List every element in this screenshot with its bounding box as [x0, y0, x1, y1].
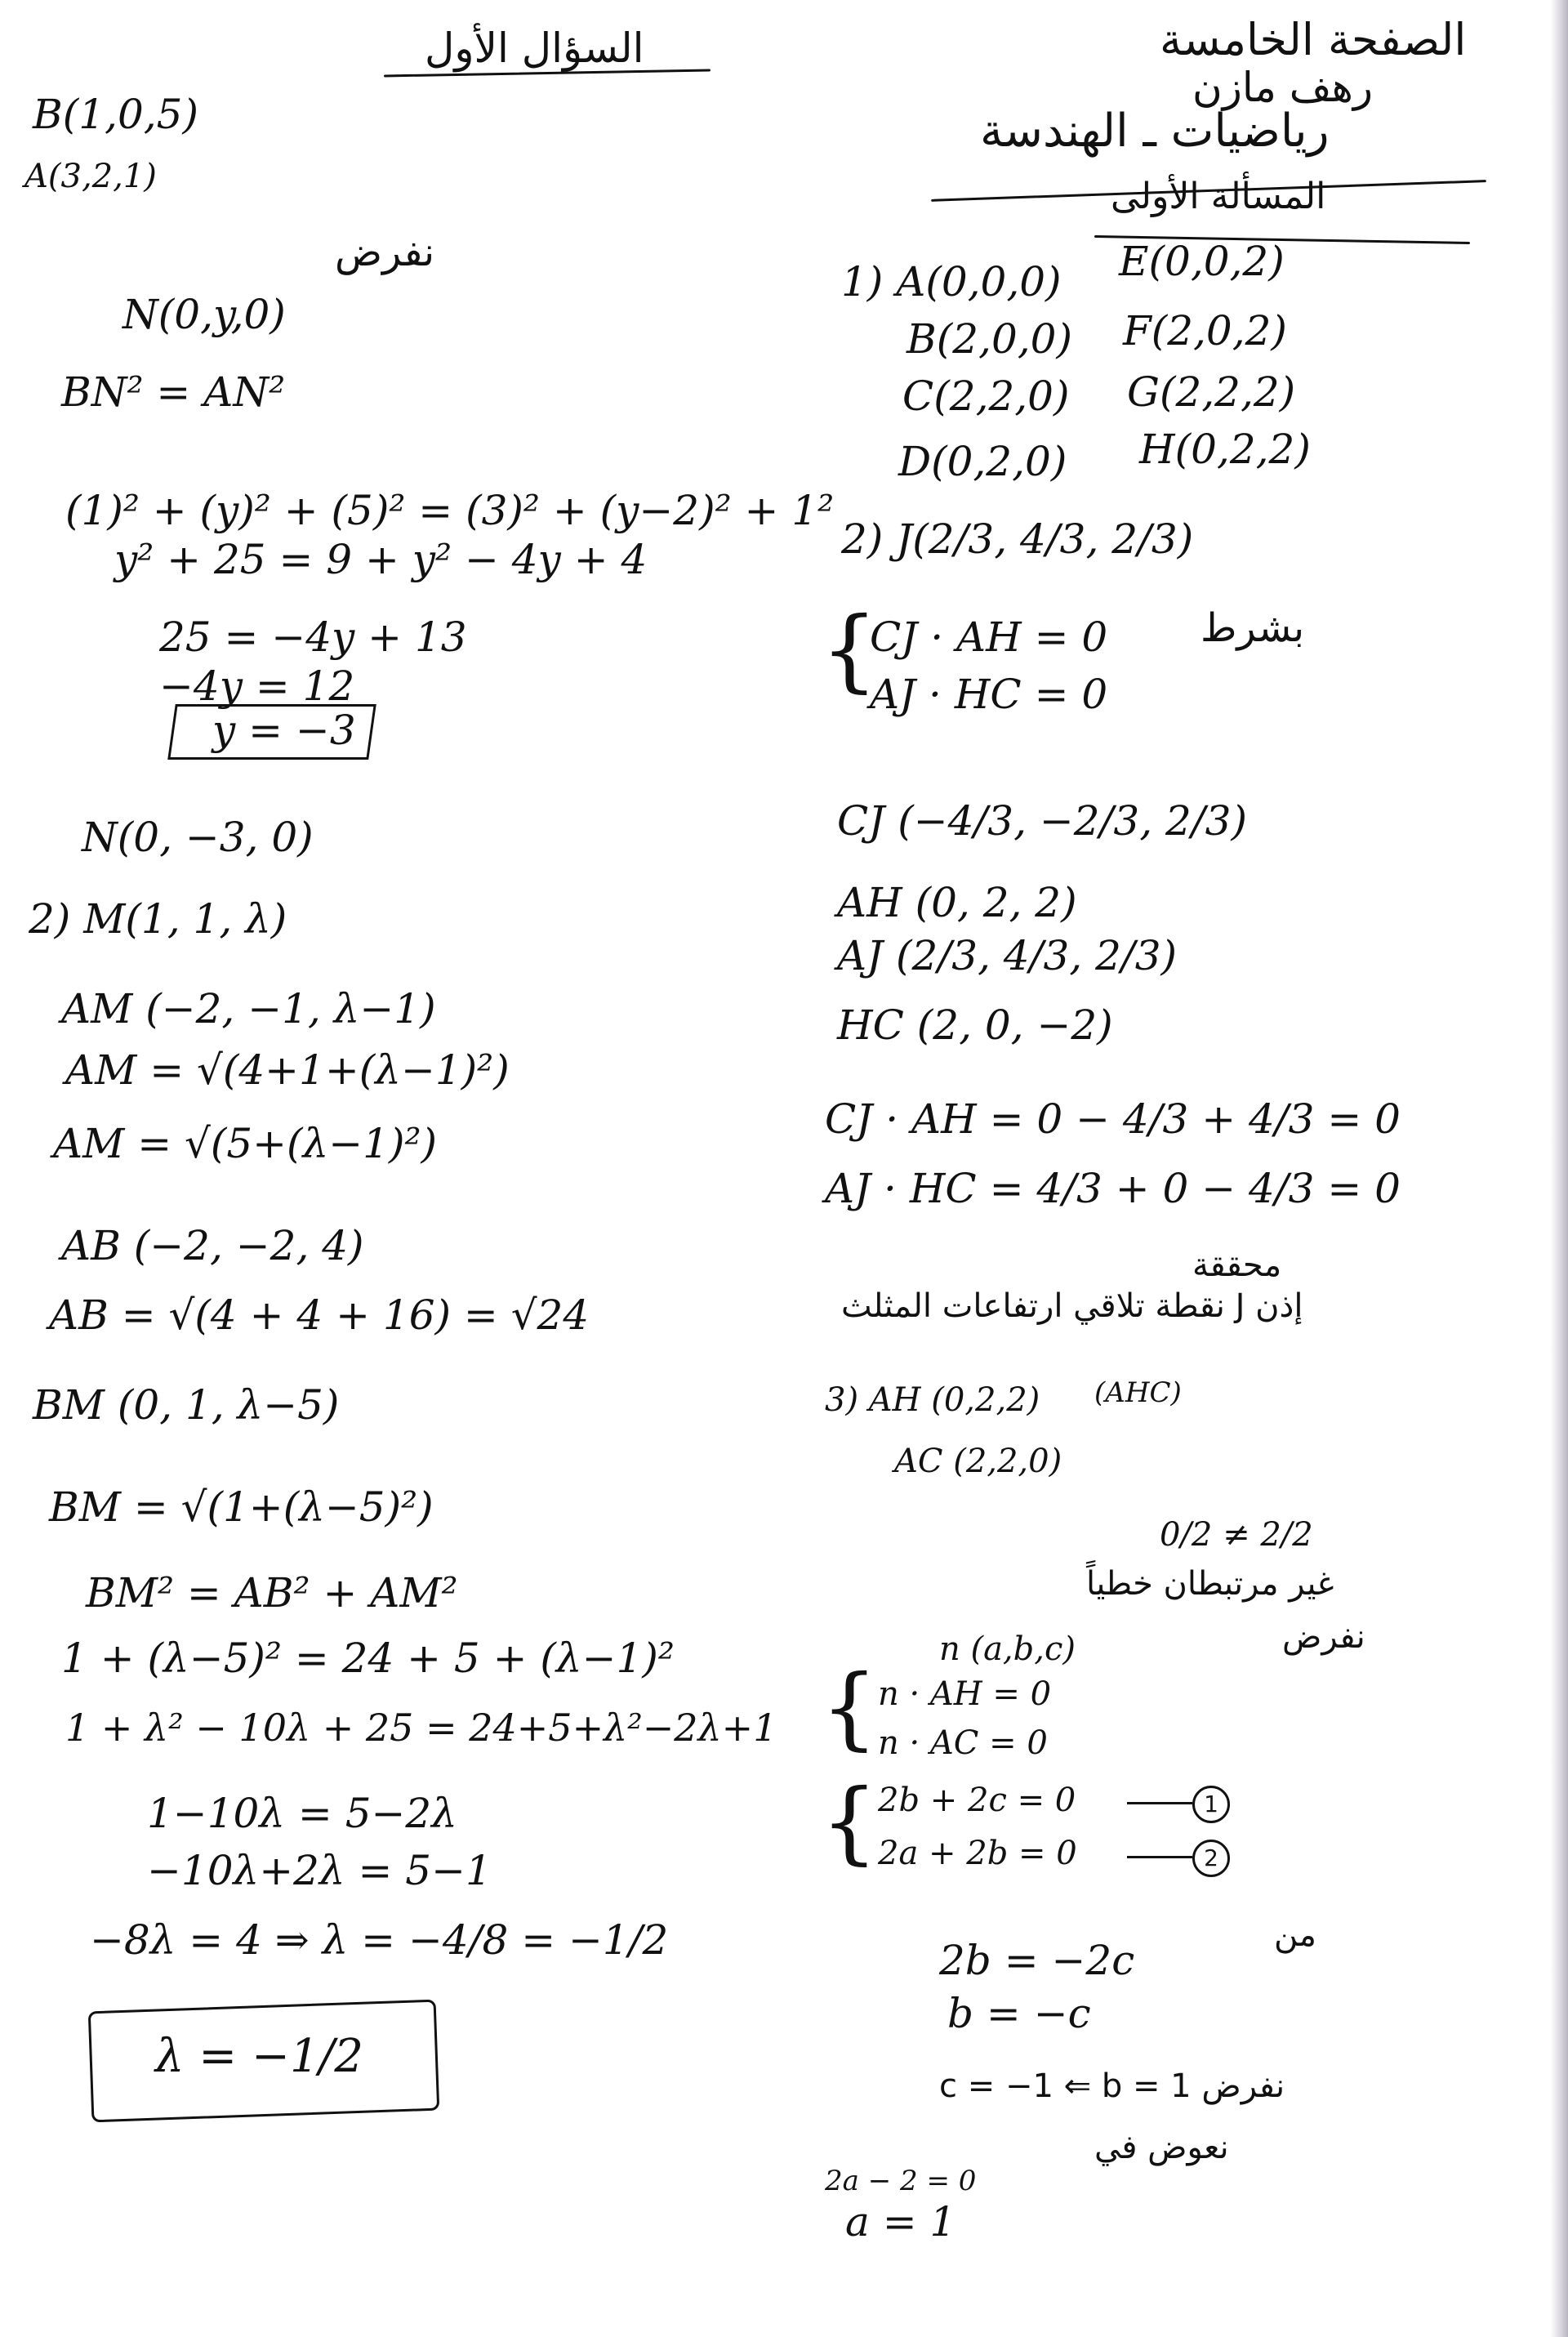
header-title-line2: رهف مازن — [1192, 64, 1374, 111]
left-line: (1)² + (y)² + (5)² = (3)² + (y−2)² + 1² — [65, 487, 835, 534]
point-h: H(0,2,2) — [1139, 426, 1311, 473]
left-line: AB (−2, −2, 4) — [61, 1222, 364, 1269]
vector-hc: HC (2, 0, −2) — [837, 1001, 1113, 1049]
left-note-let: نفرض — [335, 230, 435, 275]
point-c: C(2,2,0) — [902, 372, 1070, 420]
left-line: −4y = 12 — [159, 662, 355, 710]
header-title-line1: الصفحة الخامسة — [1160, 14, 1467, 65]
eq1-leader-line — [1127, 1802, 1192, 1804]
left-line: BN² = AN² — [61, 368, 286, 416]
conclusion-note: إذن J نقطة تلاقي ارتفاعات المثلث — [841, 1287, 1303, 1325]
step-3: 2a − 2 = 0 — [825, 2165, 977, 2197]
point-f: F(2,0,2) — [1123, 307, 1287, 355]
page-edge-shadow — [1550, 0, 1568, 2337]
boxed-answer-lambda: λ = −1/2 — [155, 2030, 364, 2083]
left-line: 25 = −4y + 13 — [159, 613, 467, 661]
system-brace: { — [821, 1769, 878, 1874]
let-note: نفرض — [1282, 1618, 1365, 1656]
given-b: B(1,0,5) — [33, 91, 198, 138]
part3-ac: AC (2,2,0) — [894, 1443, 1062, 1480]
system-eq-1: 2b + 2c = 0 — [878, 1782, 1076, 1819]
left-line: y² + 25 = 9 + y² − 4y + 4 — [114, 536, 648, 583]
left-line: −8λ = 4 ⇒ λ = −4/8 = −1/2 — [90, 1916, 669, 1964]
point-d: D(0,2,0) — [898, 438, 1067, 485]
condition-brace: { — [821, 597, 878, 702]
left-line: BM (0, 1, λ−5) — [33, 1381, 340, 1429]
left-line: AB = √(4 + 4 + 16) = √24 — [49, 1291, 590, 1339]
step-1: 2b = −2c — [939, 1937, 1135, 1984]
left-line: −10λ+2λ = 5−1 — [147, 1847, 492, 1894]
header-title-left: السؤال الأول — [425, 25, 644, 72]
ratio-note: 0/2 ≠ 2/2 — [1160, 1516, 1313, 1554]
left-line: AM = √(4+1+(λ−1)²) — [65, 1046, 510, 1094]
dot-product-2: AJ · HC = 4/3 + 0 − 4/3 = 0 — [825, 1165, 1401, 1212]
boxed-answer-y: y = −3 — [212, 707, 356, 754]
verified-note: محققة — [1192, 1247, 1282, 1284]
step-2: b = −c — [947, 1990, 1091, 2037]
left-line: BM² = AB² + AM² — [86, 1569, 458, 1617]
condition-2: AJ · HC = 0 — [870, 671, 1108, 718]
point-e: E(0,0,2) — [1119, 238, 1285, 285]
from-eq1-note: من — [1274, 1916, 1316, 1954]
left-line: BM = √(1+(λ−5)²) — [49, 1483, 434, 1531]
left-line: AM = √(5+(λ−1)²) — [53, 1120, 438, 1167]
substitute-note: نعوض في — [1094, 2129, 1229, 2166]
step-4: a = 1 — [845, 2198, 956, 2246]
left-line: N(0,y,0) — [122, 291, 286, 338]
section-title-right: المسألة الأولى — [1111, 176, 1326, 217]
part3-ah: 3) AH (0,2,2) — [825, 1381, 1040, 1419]
eq2-tag: 2 — [1192, 1840, 1230, 1877]
left-line: 2) M(1, 1, λ) — [29, 895, 287, 943]
left-line: 1 + λ² − 10λ + 25 = 24+5+λ²−2λ+1 — [65, 1706, 777, 1750]
condition-label: بشرط — [1200, 605, 1305, 651]
normal-brace: { — [821, 1655, 878, 1759]
point-b: B(2,0,0) — [906, 315, 1072, 363]
triangle-label: (AHC) — [1094, 1376, 1182, 1409]
eq2-leader-line — [1127, 1856, 1192, 1858]
vector-cj: CJ (−4/3, −2/3, 2/3) — [837, 797, 1247, 845]
point-j: 2) J(2/3, 4/3, 2/3) — [841, 515, 1194, 563]
normal-eq-2: n · AC = 0 — [878, 1724, 1048, 1762]
system-eq-2: 2a + 2b = 0 — [878, 1835, 1077, 1872]
eq1-tag: 1 — [1192, 1786, 1230, 1823]
given-a: A(3,2,1) — [24, 158, 157, 195]
left-line: 1−10λ = 5−2λ — [147, 1790, 457, 1837]
let-c-note: نفرض c = −1 ⇐ b = 1 — [939, 2067, 1285, 2105]
left-line: AM (−2, −1, λ−1) — [61, 985, 436, 1032]
header-title-line3: رياضيات ـ الهندسة — [980, 105, 1330, 158]
point-a: 1) A(0,0,0) — [841, 258, 1062, 306]
normal-vector: n (a,b,c) — [939, 1630, 1076, 1668]
not-collinear-note: غير مرتبطان خطياً — [1086, 1565, 1334, 1603]
left-line: 1 + (λ−5)² = 24 + 5 + (λ−1)² — [61, 1635, 675, 1682]
condition-1: CJ · AH = 0 — [870, 613, 1108, 661]
normal-eq-1: n · AH = 0 — [878, 1675, 1052, 1713]
vector-ah: AH (0, 2, 2) — [837, 879, 1077, 926]
left-line: N(0, −3, 0) — [82, 814, 314, 861]
point-g: G(2,2,2) — [1127, 368, 1296, 416]
dot-product-1: CJ · AH = 0 − 4/3 + 4/3 = 0 — [825, 1095, 1401, 1143]
vector-aj: AJ (2/3, 4/3, 2/3) — [837, 932, 1178, 979]
